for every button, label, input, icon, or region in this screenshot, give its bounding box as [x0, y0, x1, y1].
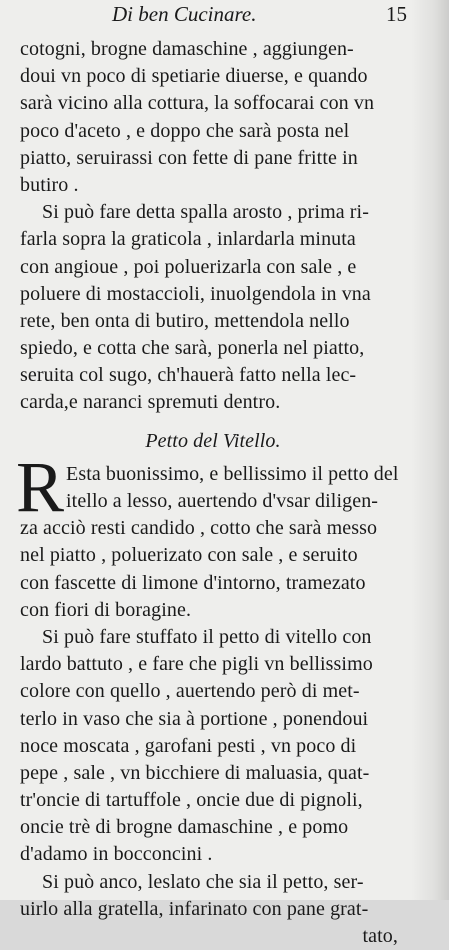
paragraph-3: [16, 446, 406, 624]
text-line: butiro .: [20, 173, 79, 196]
paragraph-2: [20, 199, 406, 417]
text-line: itello a lesso, auertendo d'vsar diligen-: [66, 490, 379, 512]
text-line: cotogni, brogne damaschine , aggiungen-: [20, 38, 354, 60]
text-line: piatto, seruirassi con fette di pane fritte in: [20, 146, 358, 169]
section-title: Petto del Vitello.: [145, 429, 281, 452]
paragraph-5: [20, 869, 406, 950]
text-line: lardo battuto , e fare che pigli vn bellissimo: [20, 653, 373, 676]
text-line: terlo in vaso che sia à portione , ponendoui: [20, 707, 369, 730]
text-line: poluere di mostaccioli, inuolgendola in vna: [20, 282, 371, 305]
text-line: Si può anco, leslato che sia il petto, ser-: [42, 870, 364, 893]
text-line: tr'oncie di tartuffole , oncie due di pignoli,: [20, 789, 363, 812]
running-title: Di ben Cucinare.: [112, 2, 257, 26]
text-line: seruita col sugo, ch'hauerà fatto nella lec-: [20, 364, 357, 387]
paragraph-1: [20, 36, 406, 199]
text-line: Esta buonissimo, e bellissimo il petto del: [66, 462, 399, 485]
text-line: Si può fare detta spalla arosto , prima ri-: [42, 201, 369, 224]
text-line: pepe , sale , vn bicchiere di maluasia, quat-: [20, 761, 370, 784]
text-line: Si può fare stuffato il petto di vitello con: [42, 625, 372, 648]
text-line: carda,e naranci spremuti dentro.: [20, 391, 281, 414]
text-line: za acciò resti candido , cotto che sarà messo: [20, 517, 378, 540]
drop-cap: R: [16, 446, 65, 527]
text-line: poco d'aceto , e doppo che sarà posta nel: [20, 119, 350, 142]
text-line: spiedo, e cotta che sarà, ponerla nel piatto,: [20, 337, 365, 360]
text-line: farla sopra la graticola , inlardarla minuta: [20, 228, 356, 251]
text-line: doui vn poco di spetiarie diuerse, e quando: [20, 65, 368, 88]
text-line: sarà vicino alla cottura, la soffocarai con vn: [20, 92, 375, 115]
text-line: rete, ben onta di butiro, mettendola nello: [20, 309, 350, 332]
text-line: tato,: [362, 925, 398, 947]
page-header: [112, 2, 409, 28]
text-line: oncie trè di brogne damaschine , e pomo: [20, 816, 349, 839]
text-line: con angioue , poi poluerizarla con sale , e: [20, 255, 357, 278]
text-line: d'adamo in bocconcini .: [20, 843, 213, 866]
text-line: nel piatto , poluerizato con sale , e seruito: [20, 544, 358, 567]
text-line: uirlo alla gratella, infarinato con pane grat-: [20, 897, 369, 920]
paragraph-4: [20, 624, 406, 869]
text-line: con fiori di boragine.: [20, 598, 192, 621]
text-line: noce moscata , garofani pesti , vn poco di: [20, 734, 357, 757]
page-number: 15: [386, 2, 407, 26]
page-body: [16, 36, 406, 950]
page-gutter-shadow: [411, 0, 449, 900]
text-line: con fascette di limone d'intorno, tramezato: [20, 571, 366, 594]
text-line: colore con quello , auertendo però di met-: [20, 680, 360, 703]
